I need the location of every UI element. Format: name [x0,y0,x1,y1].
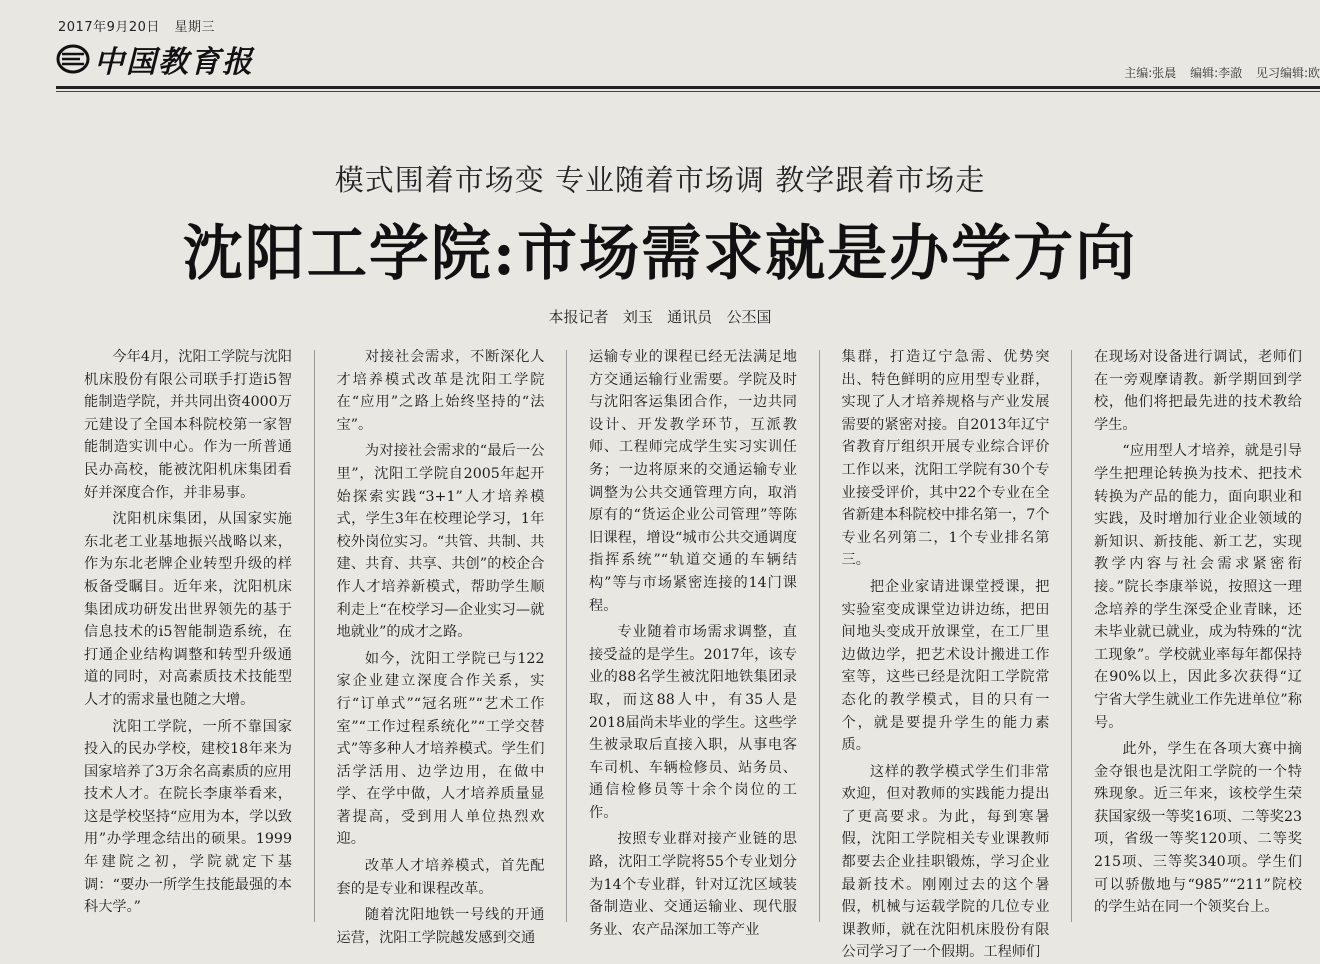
paragraph: 随着沈阳地铁一号线的开通运营，沈阳工学院越发感到交通 [336,907,545,946]
masthead-rule [56,86,1320,89]
article-byline: 本报记者 刘玉 通讯员 公丕国 [548,308,772,326]
text-column-1 [84,346,292,926]
weekday: 星期三 [174,20,216,35]
paragraph: 集群，打造辽宁急需、优势突出、特色鲜明的应用型专业群，实现了人才培养规格与产业发展需要的紧密对接。自2013年辽宁省教育厅组织开展专业综合评价工作以来，沈阳工学院有30个专业接受评价，其中22个专业在全省新建本科院校中排名第一，7个专业名列第二，1个专业排名第三。 [841,349,1050,569]
issue-date [58,16,225,35]
paragraph: 今年4月，沈阳工学院与沈阳机床股份有限公司联手打造i5智能制造学院，并共同出资4000万元建设了全国本科院校第一家智能制造实训中心。作为一所普通民办高校，能被沈阳机床集团看好并深度合作，并非易事。 [84,349,292,501]
article-headline: 沈阳工学院:市场需求就是办学方向 [182,219,1138,289]
paragraph: 为对接社会需求的“最后一公里”，沈阳工学院自2005年起开始探索实践“3+1”人才培养模式，学生3年在校理论学习，1年校外岗位实习。“共管、共制、共建、共育、共享、共创”的校企合作人才培养新模式，帮助学生顺利走上“在校学习—企业实习—就地就业”的成才之路。 [336,443,545,641]
paragraph: 沈阳工学院，一所不靠国家投入的民办学校，建校18年来为国家培养了3万余名高素质的应用技术人才。在院长李康举看来，这是学校坚持“应用为本，学以致用”办学理念结出的硕果。1999年建院之初，学院就定下基调：“要办一所学生技能最强的本科大学。” [84,718,292,916]
paragraph: 改革人才培养模式，首先配套的是专业和课程改革。 [336,858,545,897]
text-column-3 [589,346,797,938]
editor-chief: 主编:张晨 [1124,66,1177,80]
column-divider [314,350,315,922]
text-column-4 [841,346,1050,961]
paragraph: 专业随着市场需求调整，直接受益的是学生。2017年，该专业的88名学生被沈阳地铁集团录取，而这88人中，有35人是2018届尚未毕业的学生。这些学生被录取后直接入职，从事电客车司机、车辆检修员、站务员、通信检修员等十余个岗位的工作。 [589,624,797,821]
paragraph: 把企业家请进课堂授课，把实验室变成课堂边讲边练，把田间地头变成开放课堂，在工厂里边做边学，把艺术设计搬进工作室等，这些已经是沈阳工学院常态化的教学模式，目的只有一个，就是要提升学生的能力素质。 [841,578,1050,754]
paragraph: 按照专业群对接产业链的思路，沈阳工学院将55个专业划分为14个专业群，针对辽沈区域装备制造业、交通运输业、现代服务业、农产品深加工等产业 [589,831,797,938]
column-divider [566,350,567,922]
editor-trainee: 见习编辑:欧 [1255,66,1320,80]
paragraph: 如今，沈阳工学院已与122家企业建立深度合作关系，实行“订单式”“冠名班”“艺术工作室”“工作过程系统化”“工学交替式”等多种人才培养模式。学生们活学活用、边学边用，在做中学、在学中做，人才培养质量显著提高，受到用人单位热烈欢迎。 [336,650,545,848]
logo-emblem-icon [56,42,90,76]
editor-credits [1114,64,1320,81]
editor: 编辑:李澈 [1190,66,1243,80]
paper-name: 中国教育报 [94,45,254,80]
column-divider [819,350,820,922]
paragraph: 此外，学生在各项大赛中摘金夺银也是沈阳工学院的一个特殊现象。近三年来，该校学生荣获国家级一等奖16项、二等奖23项，省级一等奖120项、二等奖215项、三等奖340项。学生们可以骄傲地与“985”“211”院校的学生站在同一个领奖台上。 [1094,741,1302,916]
article-body [84,346,1302,961]
column-divider [1071,350,1072,922]
paragraph: 在现场对设备进行调试，老师们在一旁观摩请教。新学期回到学校，他们将把最先进的技术教给学生。 [1094,349,1302,433]
date: 2017年9月20日 [58,20,160,35]
article-kicker: 模式围着市场变 专业随着市场调 教学跟着市场走 [334,163,986,197]
text-column-5 [1094,346,1302,926]
paragraph: 运输专业的课程已经无法满足地方交通运输行业需要。学院及时与沈阳客运集团合作，一边共同设计、开发教学环节，互派教师、工程师完成学生实习实训任务；一边将原来的交通运输专业调整为公共交通管理方向，取消原有的“货运企业公司管理”等陈旧课程，增设“城市公共交通调度指挥系统”“轨道交通的车辆结构”等与市场紧密连接的14门课程。 [589,349,797,614]
text-column-2 [336,346,545,946]
paragraph: 沈阳机床集团，从国家实施东北老工业基地振兴战略以来，作为东北老牌企业转型升级的样板备受瞩目。近年来，沈阳机床集团成功研发出世界领先的基于信息技术的i5智能制造系统，在打通企业结构调整和转型升级通道的同时，对高素质技术技能型人才的需求量也随之大增。 [84,511,292,708]
paragraph: “应用型人才培养，就是引导学生把理论转换为技术、把技术转换为产品的能力，面向职业和实践，及时增加行业企业领域的新知识、新技能、新工艺，实现教学内容与社会需求紧密衔接。”院长李康举说，按照这一理念培养的学生深受企业青睐，还未毕业就已就业，成为特殊的“沈工现象”。学校就业率每年都保持在90%以上，因此多次获得“辽宁省大学生就业工作先进单位”称号。 [1094,443,1302,731]
masthead-rule-thin [56,91,1320,92]
newspaper-logo [56,40,254,78]
paragraph: 这样的教学模式学生们非常欢迎，但对教师的实践能力提出了更高要求。为此，每到寒暑假，沈阳工学院相关专业课教师都要去企业挂职锻炼，学习企业最新技术。刚刚过去的这个暑假，机械与运载学院的几位专业课教师，就在沈阳机床股份有限公司学习了一个假期。工程师们 [841,763,1050,961]
paragraph: 对接社会需求，不断深化人才培养模式改革是沈阳工学院在“应用”之路上始终坚持的“法宝”。 [336,349,545,433]
